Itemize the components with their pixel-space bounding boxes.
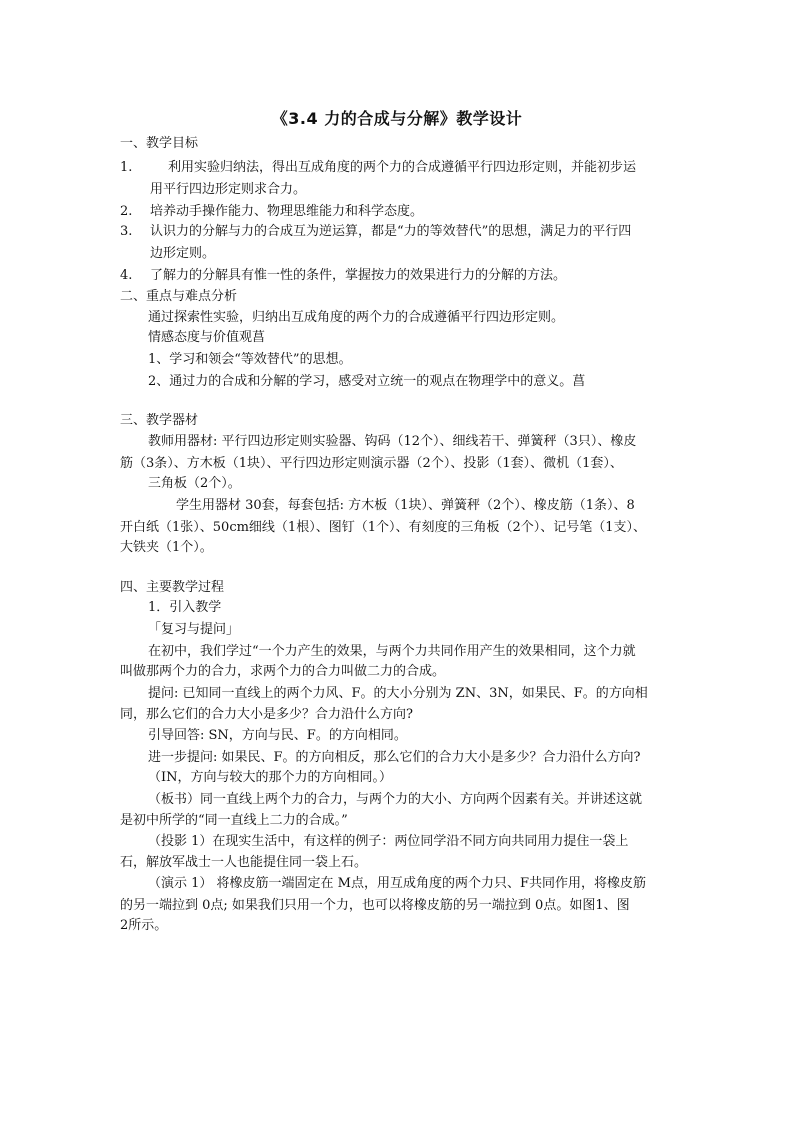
item-text: 认识力的分解与力的合成互为逆运算，都是“力的等效替代”的思想，满足力的平行四	[150, 224, 632, 239]
paragraph-line: 筋（3条）、方木板（1块）、平行四边形定则演示器（2个）、投影（1套）、微机（1套）、	[120, 456, 623, 471]
paragraph-line: 开白纸（1张）、50cm细线（1根）、图钉（1个）、有刻度的三角板（2个）、记号笔（1支）、	[120, 520, 647, 535]
paragraph-line: 在初中，我们学过“一个力产生的效果，与两个力共同作用产生的效果相同，这个力就	[148, 644, 636, 659]
paragraph-line: 的另一端拉到 0点; 如果我们只用一个力，也可以将橡皮筋的另一端拉到 0点。如图1、图	[120, 898, 630, 913]
paragraph-line: （板书）同一直线上两个力的合力，与两个力的大小、方向两个因素有关。并讲述这就	[148, 792, 643, 807]
item-text: 利用实验归纳法，得出互成角度的两个力的合成遵循平行四边形定则，并能初步运	[168, 160, 637, 175]
paragraph-line: 提问: 已知同一直线上的两个力风、F。的大小分别为 ZN、3N，如果民、F。的方向相	[148, 686, 648, 701]
paragraph-line: （演示 1） 将橡皮筋一端固定在 M点，用互成角度的两个力只、F共同作用，将橡皮筋	[148, 876, 646, 891]
paragraph-line: 大铁夹（1个）。	[120, 540, 213, 555]
item-text: 用平行四边形定则求合力。	[150, 182, 307, 197]
section-heading-process: 四、主要教学过程	[120, 580, 225, 595]
paragraph-line: 情感态度与价值观菖	[148, 330, 266, 345]
paragraph-line: 石，解放军战士一人也能提住同一袋上石。	[120, 855, 368, 870]
paragraph-line: 引导回答: SN，方向与民、F。的方向相同。	[148, 728, 407, 743]
paragraph-line: 三角板（2个）。	[148, 476, 241, 491]
sub-heading: 1．引入教学	[148, 600, 222, 615]
item-number: 2.	[120, 204, 133, 219]
section-heading-key-points: 二、重点与难点分析	[120, 289, 238, 304]
section-heading-equipment: 三、教学器材	[120, 413, 199, 428]
item-number: 4.	[120, 268, 133, 283]
paragraph-line: （投影 1）在现实生活中，有这样的例子：两位同学沿不同方向共同用力提住一袋上	[148, 834, 629, 849]
paragraph-line: （IN，方向与较大的那个力的方向相同。）	[148, 770, 393, 785]
paragraph-line: 进一步提问: 如果民、F。的方向相反，那么它们的合力大小是多少？合力沿什么方向?	[148, 750, 641, 765]
item-number: 3.	[120, 224, 133, 239]
paragraph-line: 2、通过力的合成和分解的学习，感受对立统一的观点在物理学中的意义。菖	[148, 374, 586, 389]
sub-heading: 「复习与提问」	[148, 622, 240, 637]
paragraph-line: 教师用器材: 平行四边形定则实验器、钩码（12个）、细线若干、弹簧秤（3只）、橡皮	[148, 434, 637, 449]
paragraph-line: 2所示。	[120, 918, 168, 933]
item-text: 培养动手操作能力、物理思维能力和科学态度。	[150, 204, 424, 219]
paragraph-line: 叫做那两个力的合力，求两个力的合力叫做二力的合成。	[120, 664, 446, 679]
item-number: 1.	[120, 160, 133, 175]
paragraph-line: 通过探索性实验，归纳出互成角度的两个力的合成遵循平行四边形定则。	[148, 310, 565, 325]
item-text: 边形定则。	[150, 246, 216, 261]
section-heading-objectives: 一、教学目标	[120, 136, 199, 151]
paragraph-line: 学生用器材 30套，每套包括: 方木板（1块）、弹簧秤（2个）、橡皮筋（1条）、8	[176, 498, 635, 513]
document-title: 《3.4 力的合成与分解》教学设计	[271, 109, 523, 128]
item-text: 了解力的分解具有惟一性的条件，掌握按力的效果进行力的分解的方法。	[150, 268, 567, 283]
paragraph-line: 是初中所学的“同一直线上二力的合成。”	[120, 813, 348, 828]
paragraph-line: 1、学习和领会“等效替代”的思想。	[148, 352, 352, 367]
paragraph-line: 同，那么它们的合力大小是多少？合力沿什么方向?	[120, 707, 413, 722]
